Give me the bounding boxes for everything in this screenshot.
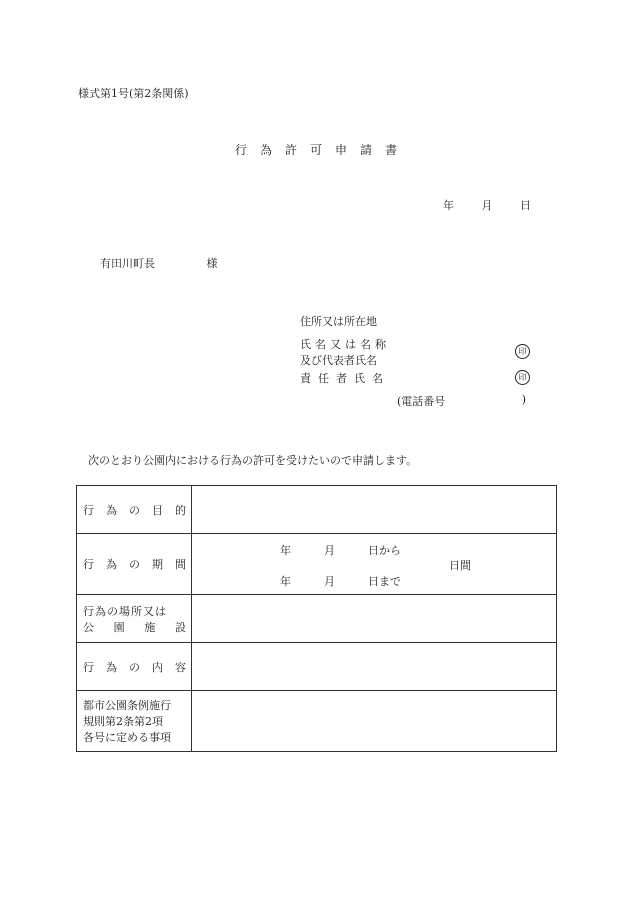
responsible-label: 責任者氏名 — [300, 372, 390, 385]
period-label: 行 為 の 期 間 — [77, 534, 192, 595]
period-days: 日間 — [449, 559, 471, 572]
rule-row — [77, 691, 557, 752]
application-table — [76, 485, 557, 752]
document-title: 行為許可申請書 — [235, 143, 411, 157]
purpose-row — [77, 486, 557, 534]
place-label: 行為の場所又は 公 園 施 設 — [77, 595, 192, 643]
address-label: 住所又は所在地 — [300, 315, 377, 328]
period-from: 年 月 日から — [280, 544, 401, 557]
addressee — [100, 255, 218, 271]
purpose-value[interactable] — [192, 486, 557, 534]
addressee-honorific: 様 — [206, 257, 218, 270]
intro-text: 次のとおり公園内における行為の許可を受けたいので申請します。 — [88, 454, 418, 467]
seal-mark-responsible: 印 — [515, 370, 530, 385]
content-value[interactable] — [192, 643, 557, 691]
name-row — [300, 336, 530, 366]
period-to: 年 月 日まで — [280, 575, 401, 588]
date-day: 日 — [520, 199, 531, 212]
date-year: 年 — [443, 199, 454, 212]
responsible-row — [300, 370, 530, 390]
rule-value[interactable] — [192, 691, 557, 752]
content-label: 行 為 の 内 容 — [77, 643, 192, 691]
phone-row — [300, 393, 530, 411]
content-row — [77, 643, 557, 691]
form-number: 様式第1号(第2条関係) — [78, 87, 189, 100]
period-row — [77, 534, 557, 595]
place-row — [77, 595, 557, 643]
phone-label: (電話番号 — [397, 395, 446, 408]
rule-label: 都市公園条例施行 規則第2条第2項 各号に定める事項 — [77, 691, 192, 752]
applicant-block — [300, 313, 530, 411]
place-value[interactable] — [192, 595, 557, 643]
application-date — [443, 197, 531, 213]
name-label: 氏名又は名称 — [300, 338, 390, 351]
purpose-label: 行 為 の 目 的 — [77, 486, 192, 534]
date-month: 月 — [481, 199, 493, 212]
phone-close: ) — [521, 393, 526, 406]
seal-mark-name: 印 — [515, 344, 530, 359]
representative-label: 及び代表者氏名 — [300, 354, 377, 367]
addressee-name: 有田川町長 — [100, 257, 155, 270]
period-value[interactable] — [192, 534, 557, 595]
address-row — [300, 313, 530, 333]
